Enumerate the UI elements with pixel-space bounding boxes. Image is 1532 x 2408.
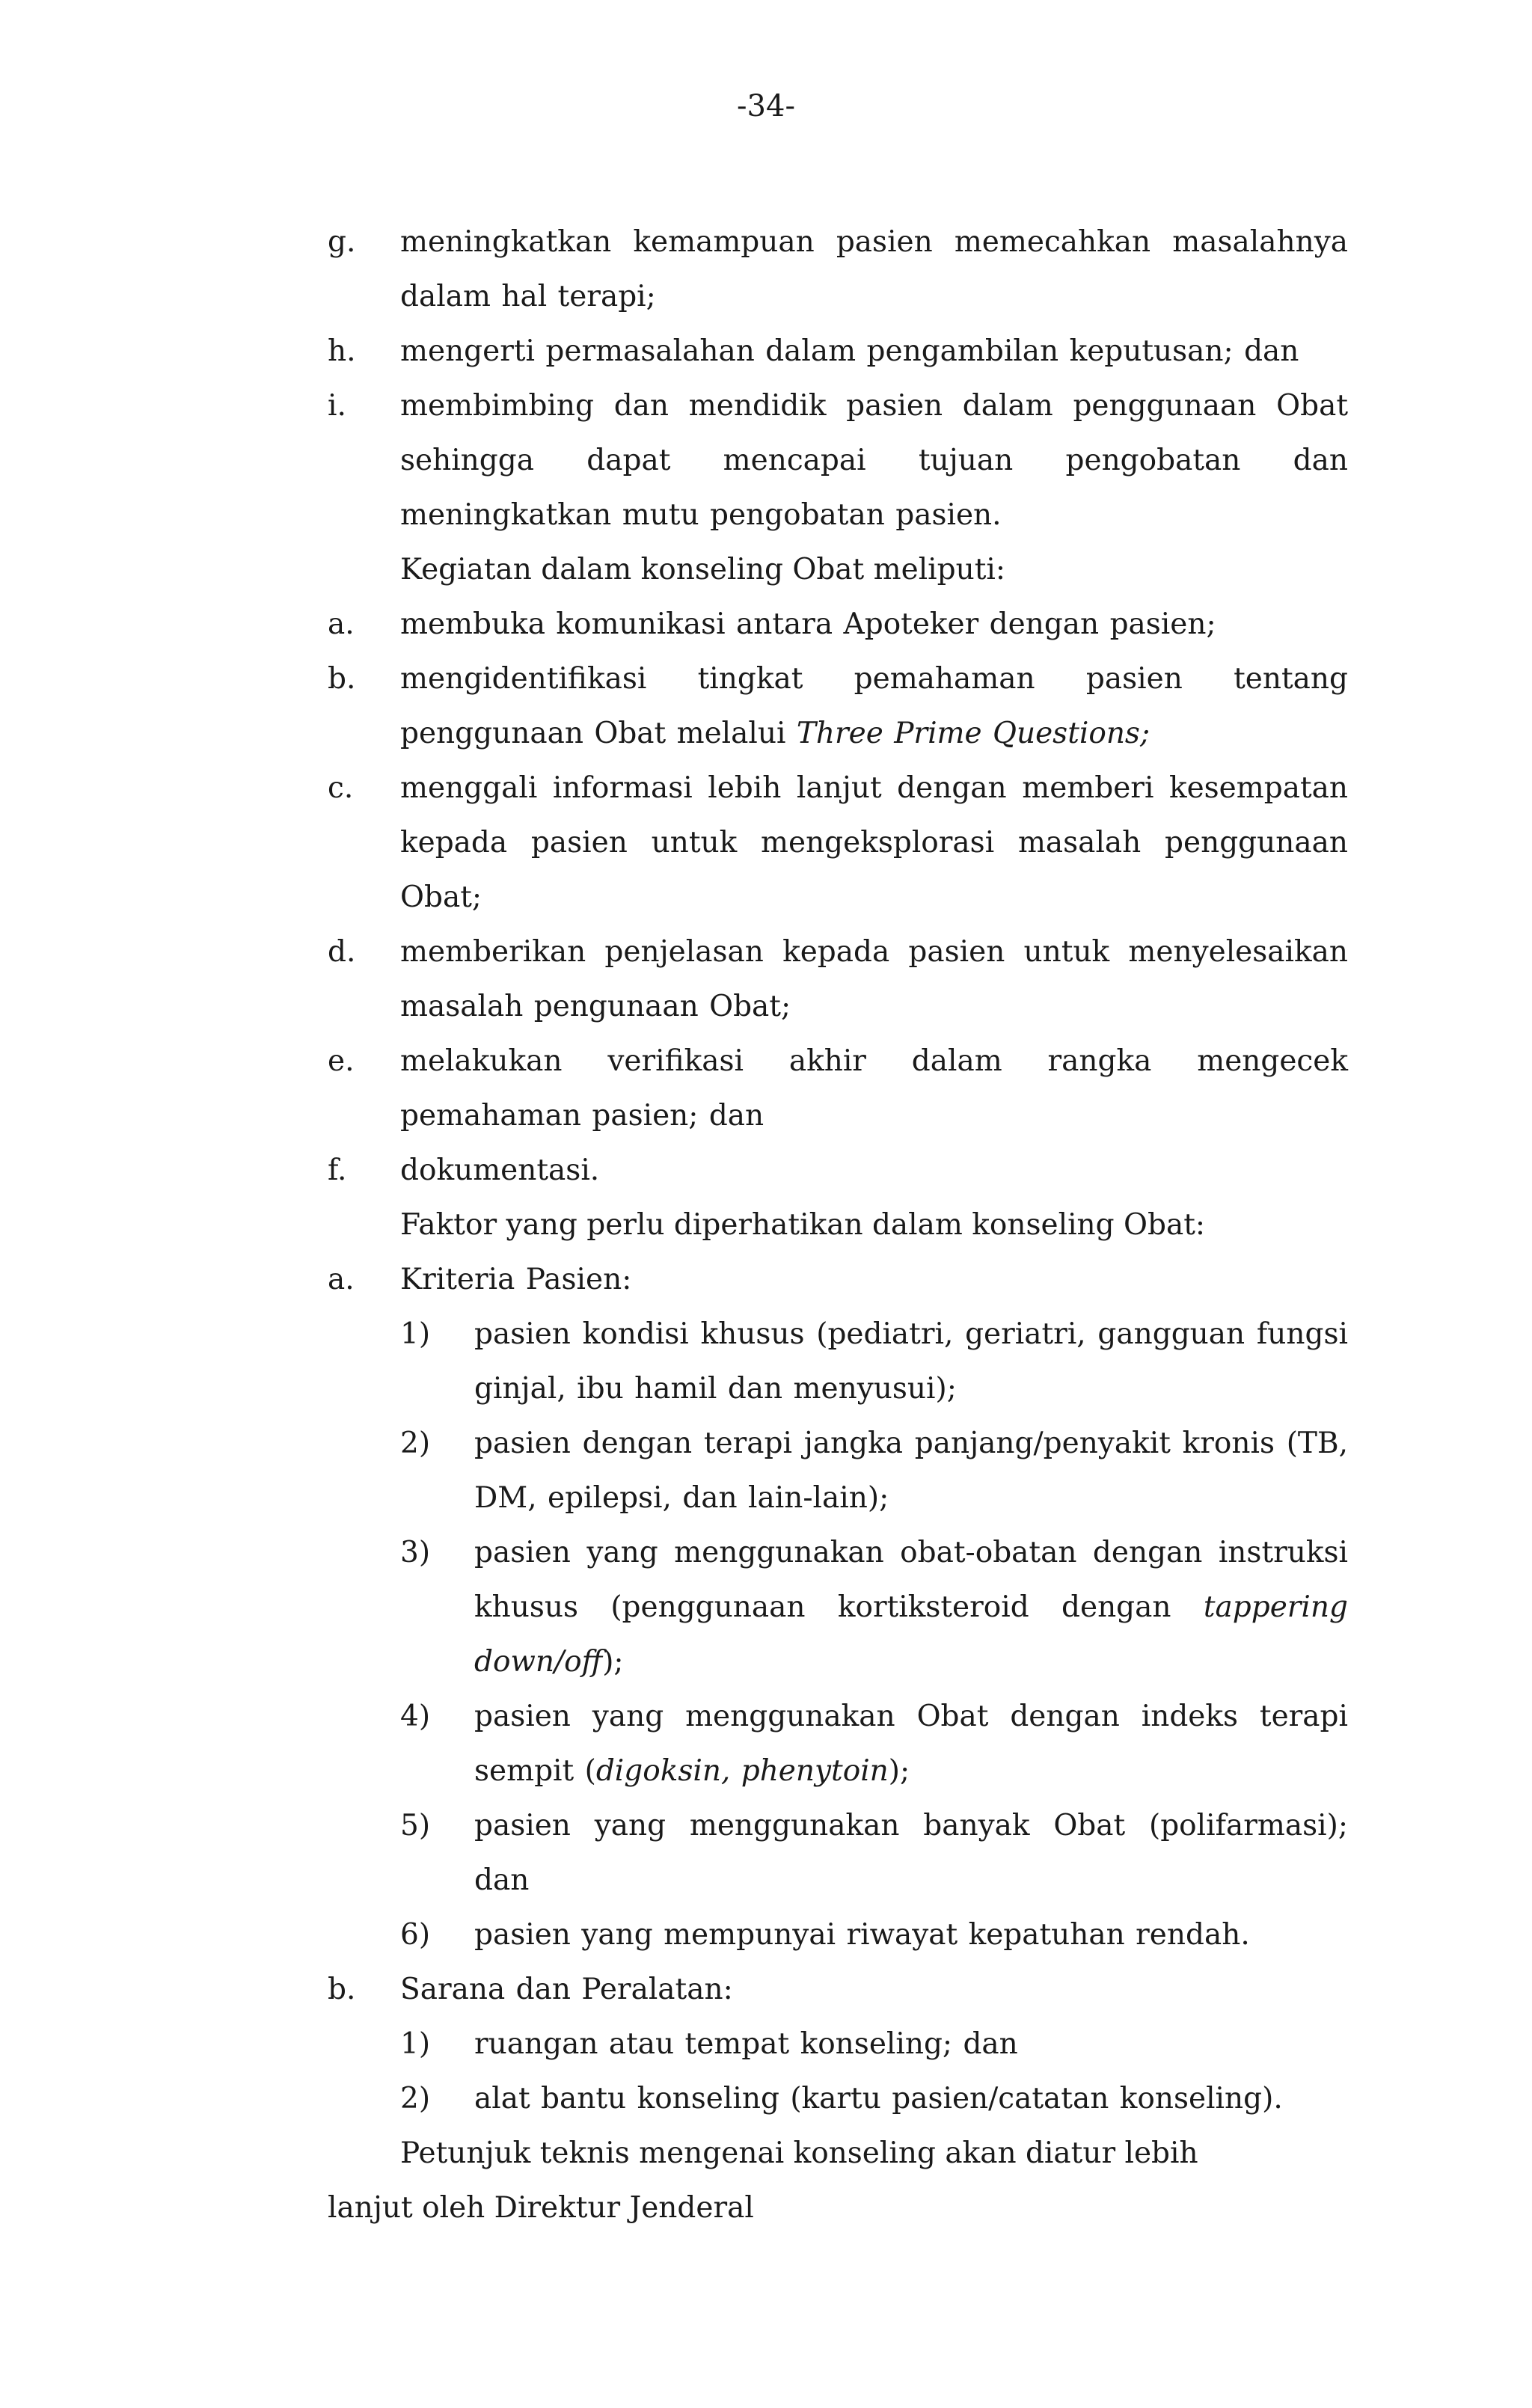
sub-list-item-text: pasien yang menggunakan banyak Obat (polifarmasi); dan xyxy=(474,1809,1348,1897)
list-item xyxy=(328,1252,1348,1307)
list-item xyxy=(328,1962,1348,2017)
section-title: Sarana dan Peralatan: xyxy=(400,1973,733,2006)
list-item-text: meningkatkan kemampuan pasien memecahkan masalahnya dalam hal terapi; xyxy=(400,225,1348,313)
list-item xyxy=(328,925,1348,1034)
list-marker: h. xyxy=(328,334,356,368)
list-item-text xyxy=(400,652,1348,761)
list-item xyxy=(328,215,1348,324)
text-segment: mengidentifikasi tingkat pemahaman pasien tentang penggunaan Obat melalui xyxy=(400,662,1348,750)
faktor-intro: Faktor yang perlu diperhatikan dalam konseling Obat: xyxy=(400,1208,1206,1242)
document-body xyxy=(328,215,1348,2235)
list-marker: g. xyxy=(328,225,356,259)
list-item-text: memberikan penjelasan kepada pasien untuk menyelesaikan masalah pengunaan Obat; xyxy=(400,935,1348,1023)
sub-list-item-text: pasien yang mempunyai riwayat kepatuhan rendah. xyxy=(474,1918,1250,1952)
sub-list-marker: 2) xyxy=(400,1427,431,1460)
sub-list-marker: 1) xyxy=(400,2027,431,2061)
sub-list-item-text: pasien dengan terapi jangka panjang/penyakit kronis (TB, DM, epilepsi, dan lain-lain); xyxy=(474,1427,1348,1515)
list-item xyxy=(328,1143,1348,1198)
list-marker: b. xyxy=(328,662,356,696)
list-item xyxy=(328,1034,1348,1143)
list-marker: a. xyxy=(328,607,355,641)
list-marker: i. xyxy=(328,389,346,423)
kegiatan-intro: Kegiatan dalam konseling Obat meliputi: xyxy=(400,553,1006,586)
list-item-text: mengerti permasalahan dalam pengambilan keputusan; dan xyxy=(400,334,1299,368)
sub-list-item xyxy=(328,1908,1348,1962)
sub-list-item-text: pasien kondisi khusus (pediatri, geriatri, gangguan fungsi ginjal, ibu hamil dan menyusui); xyxy=(474,1317,1348,1406)
italic-term: tappering down/off xyxy=(474,1590,1348,1679)
sub-list-marker: 5) xyxy=(400,1809,431,1842)
sub-list-item xyxy=(328,1525,1348,1689)
closing-line: Petunjuk teknis mengenai konseling akan diatur lebih xyxy=(400,2136,1198,2170)
list-marker: d. xyxy=(328,935,356,969)
sub-list-marker: 4) xyxy=(400,1700,431,1733)
list-item-text: dokumentasi. xyxy=(400,1154,600,1187)
list-item xyxy=(328,761,1348,925)
sub-list-item xyxy=(328,2017,1348,2071)
sub-list-item xyxy=(328,1416,1348,1525)
sub-list-item xyxy=(328,2071,1348,2126)
sub-list-item xyxy=(328,1307,1348,1416)
sub-list-item-text xyxy=(474,1525,1348,1689)
list-item-text: melakukan verifikasi akhir dalam rangka mengecek pemahaman pasien; dan xyxy=(400,1044,1348,1133)
list-marker: b. xyxy=(328,1973,356,2006)
italic-term: digoksin, phenytoin xyxy=(595,1754,889,1788)
list-marker: f. xyxy=(328,1154,347,1187)
sub-list-marker: 6) xyxy=(400,1918,431,1952)
sub-list-item xyxy=(328,1798,1348,1908)
list-marker: a. xyxy=(328,1263,355,1296)
italic-term: Three Prime Questions; xyxy=(796,717,1150,750)
list-item-text: membuka komunikasi antara Apoteker dengan pasien; xyxy=(400,607,1216,641)
list-item-text: membimbing dan mendidik pasien dalam penggunaan Obat sehingga dapat mencapai tujuan pengobatan dan meningkatkan mutu pengobatan pasien. xyxy=(400,389,1348,532)
list-item xyxy=(328,379,1348,542)
sub-list-item xyxy=(328,1689,1348,1798)
list-item xyxy=(328,597,1348,652)
sub-list-item-text: ruangan atau tempat konseling; dan xyxy=(474,2027,1018,2061)
closing-line: lanjut oleh Direktur Jenderal xyxy=(328,2191,754,2225)
list-marker: e. xyxy=(328,1044,355,1078)
page-number: -34- xyxy=(737,89,795,123)
text-segment: ); xyxy=(602,1645,624,1679)
text-segment: pasien yang menggunakan Obat dengan indeks terapi sempit ( xyxy=(474,1700,1348,1788)
sub-list-item-text xyxy=(474,1689,1348,1798)
list-item xyxy=(328,652,1348,761)
closing-paragraph xyxy=(328,2126,1348,2235)
section-title: Kriteria Pasien: xyxy=(400,1263,632,1296)
list-item xyxy=(328,324,1348,379)
list-marker: c. xyxy=(328,771,354,805)
text-segment: pasien yang menggunakan obat-obatan dengan instruksi khusus (penggunaan kortiksteroid dengan xyxy=(474,1536,1348,1624)
sub-list-marker: 3) xyxy=(400,1536,431,1569)
list-item-text: menggali informasi lebih lanjut dengan memberi kesempatan kepada pasien untuk mengeksplorasi masalah penggunaan Obat; xyxy=(400,771,1348,914)
text-segment: ); xyxy=(888,1754,910,1788)
sub-list-marker: 2) xyxy=(400,2082,431,2116)
sub-list-marker: 1) xyxy=(400,1317,431,1351)
sub-list-item-text: alat bantu konseling (kartu pasien/catatan konseling). xyxy=(474,2082,1283,2116)
